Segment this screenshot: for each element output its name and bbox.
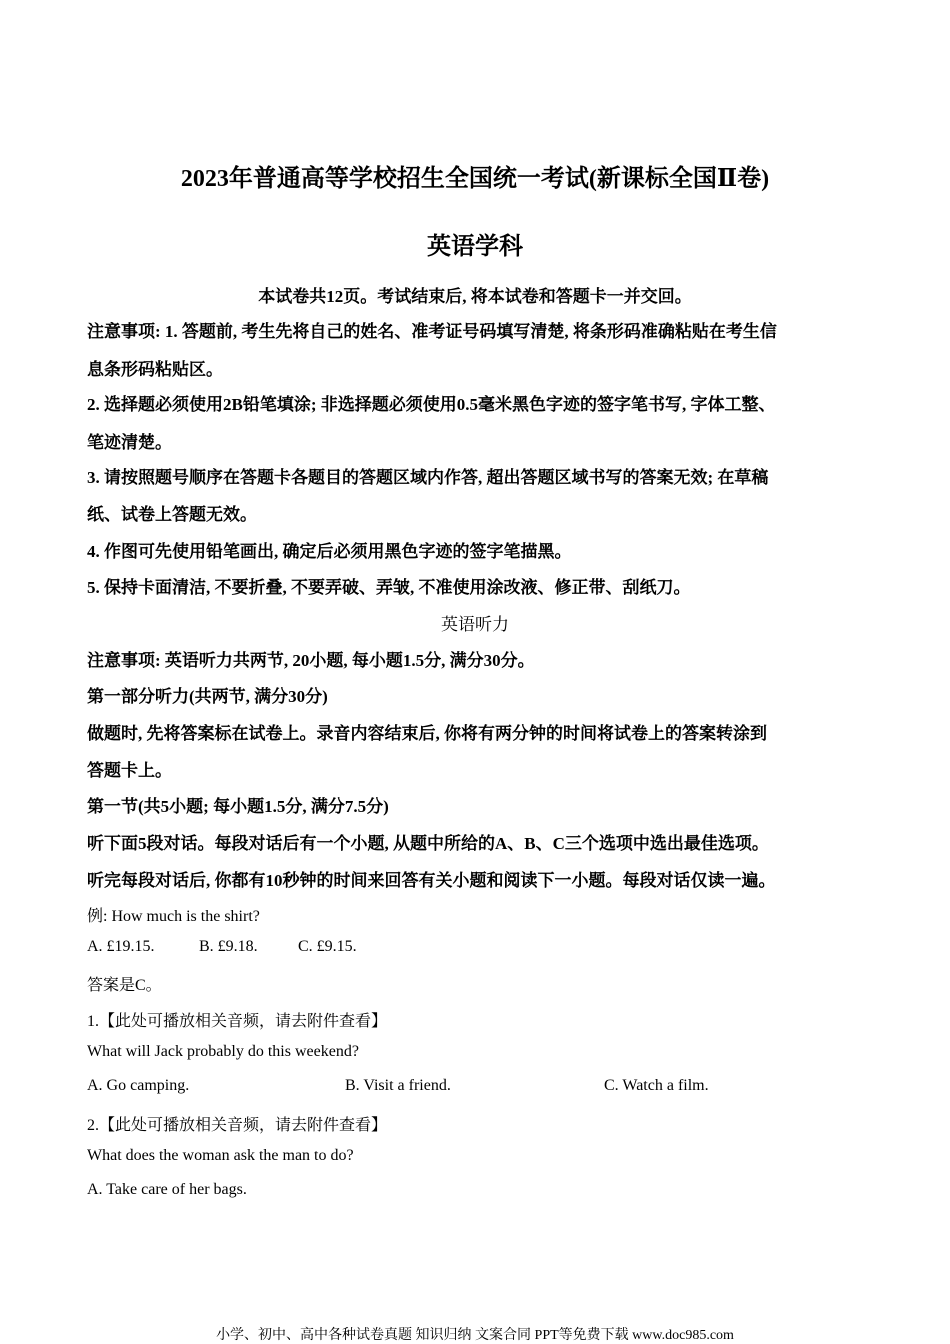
question-2-text: What does the woman ask the man to do?: [87, 1147, 354, 1164]
example-option-b: B. £9.18.: [199, 938, 258, 955]
note-3-line-1: 3. 请按照题号顺序在答题卡各题目的答题区域内作答, 超出答题区域书写的答案无效; 在草稿: [87, 468, 769, 487]
note-3-line-2: 纸、试卷上答题无效。: [87, 505, 257, 524]
intro-line: 本试卷共12页。考试结束后, 将本试卷和答题卡一并交回。: [258, 287, 692, 306]
note-2-line-1: 2. 选择题必须使用2B铅笔填涂; 非选择题必须使用0.5毫米黑色字迹的签字笔书写, 字体工整、: [87, 395, 776, 414]
note-1-line-1: 注意事项: 1. 答题前, 考生先将自己的姓名、准考证号码填写清楚, 将条形码准确粘贴在考生信: [87, 322, 777, 341]
listening-heading: 英语听力: [441, 615, 509, 634]
note-2-line-2: 笔迹清楚。: [87, 433, 172, 452]
question-2-audio: 2.【此处可播放相关音频，请去附件查看】: [87, 1117, 388, 1134]
section-1-heading: 第一节(共5小题; 每小题1.5分, 满分7.5分): [87, 797, 389, 816]
page-footer: 小学、初中、高中各种试卷真题 知识归纳 文案合同 PPT等免费下载 www.doc985.com: [216, 1328, 734, 1343]
question-2-option-a: A. Take care of her bags.: [87, 1181, 247, 1198]
example-option-a: A. £19.15.: [87, 938, 155, 955]
listening-note: 注意事项: 英语听力共两节, 20小题, 每小题1.5分, 满分30分。: [87, 651, 535, 670]
note-4: 4. 作图可先使用铅笔画出, 确定后必须用黑色字迹的签字笔描黑。: [87, 542, 572, 561]
question-1-option-b: B. Visit a friend.: [345, 1077, 451, 1094]
exam-title: 2023年普通高等学校招生全国统一考试(新课标全国Ⅱ卷): [180, 166, 770, 192]
question-1-audio: 1.【此处可播放相关音频，请去附件查看】: [87, 1013, 388, 1030]
note-1-line-2: 息条形码粘贴区。: [87, 360, 223, 379]
example-option-c: C. £9.15.: [298, 938, 357, 955]
instruction-line-1: 做题时, 先将答案标在试卷上。录音内容结束后, 你将有两分钟的时间将试卷上的答案转涂到: [87, 724, 767, 743]
section-instruction-line-2: 听完每段对话后, 你都有10秒钟的时间来回答有关小题和阅读下一小题。每段对话仅读一遍。: [87, 871, 776, 890]
note-5: 5. 保持卡面清洁, 不要折叠, 不要弄破、弄皱, 不准使用涂改液、修正带、刮纸刀。: [87, 578, 691, 597]
question-1-text: What will Jack probably do this weekend?: [87, 1043, 359, 1060]
question-1-option-a: A. Go camping.: [87, 1077, 190, 1094]
example-question: 例: How much is the shirt?: [87, 908, 260, 925]
part-1-heading: 第一部分听力(共两节, 满分30分): [87, 687, 328, 706]
question-1-option-c: C. Watch a film.: [604, 1077, 709, 1094]
instruction-line-2: 答题卡上。: [87, 761, 172, 780]
example-answer: 答案是C。: [87, 977, 162, 994]
subject-title: 英语学科: [427, 234, 523, 260]
section-instruction-line-1: 听下面5段对话。每段对话后有一个小题, 从题中所给的A、B、C三个选项中选出最佳选项。: [87, 834, 769, 853]
